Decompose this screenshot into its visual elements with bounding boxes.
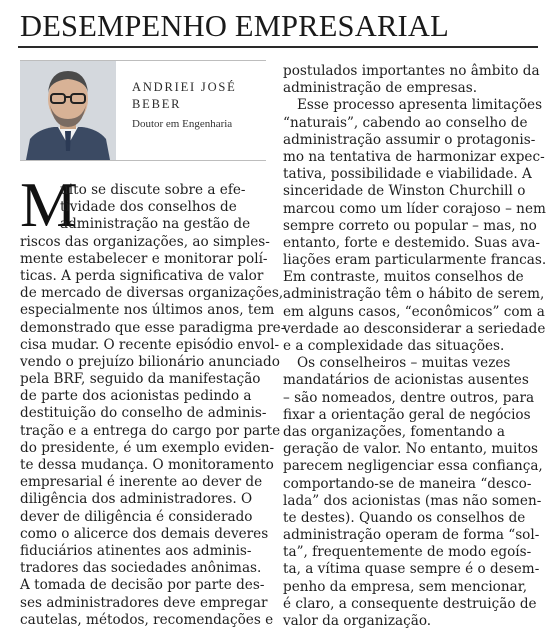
text-line: vendo o prejuízo bilionário anunciado bbox=[20, 353, 280, 370]
text-line: marcou como um líder corajoso – nem bbox=[283, 200, 546, 217]
text-line: administração têm o hábito de serem, bbox=[283, 286, 545, 303]
text-line: “naturais”, cabendo ao conselho de bbox=[283, 114, 528, 131]
text-line: mandatários de acionistas ausentes bbox=[283, 372, 529, 389]
text-line: das organizações, fomentando a bbox=[283, 423, 505, 440]
author-box bbox=[20, 60, 266, 161]
text-line: te dessa mudança. O monitoramento bbox=[20, 457, 274, 473]
text-line: ta”, frequentemente de modo egoís- bbox=[283, 544, 532, 561]
text-line: cisa mudar. O recente episódio envol- bbox=[20, 336, 280, 353]
text-line: comportando-se de maneira “desco- bbox=[283, 475, 532, 492]
text-line: geração de valor. No entanto, muitos bbox=[283, 441, 539, 458]
text-line: administração de empresas. bbox=[283, 80, 478, 97]
text-line: demonstrado que esse paradigma pre- bbox=[20, 319, 286, 336]
text-line: Esse processo apresenta limitações bbox=[297, 97, 543, 114]
text-line: pela BRF, seguido da manifestação bbox=[20, 371, 261, 388]
text-line: diligência dos administradores. O bbox=[20, 491, 253, 508]
text-line: entanto, forte e destemido. Suas ava- bbox=[283, 234, 541, 251]
text-line: te destes). Quando os conselhos de bbox=[283, 509, 526, 526]
text-line: sempre correto ou popular – mas, no bbox=[283, 217, 537, 234]
text-line: liações eram particularmente francas. bbox=[283, 252, 547, 269]
text-line: verdade ao desconsiderar a seriedade bbox=[283, 320, 546, 337]
author-title: Doutor em Engenharia bbox=[132, 118, 233, 130]
text-line: administração assumir o protagonis- bbox=[283, 131, 536, 148]
text-line: penho da empresa, sem mencionar, bbox=[283, 578, 528, 595]
author-portrait bbox=[20, 61, 116, 160]
text-line: e a complexidade das situações. bbox=[283, 338, 505, 354]
text-line: postulados importantes no âmbito da bbox=[283, 63, 540, 79]
text-line: administração na gestão de bbox=[60, 216, 251, 233]
text-line: tradores das sociedades anônimas. bbox=[20, 560, 262, 577]
text-line: tividade dos conselhos de bbox=[60, 199, 237, 216]
article-column-right bbox=[283, 63, 547, 630]
text-line: mente estabelecer e monitorar polí- bbox=[20, 250, 268, 267]
drop-cap: M bbox=[20, 169, 77, 240]
text-line: do presidente, é um exemplo eviden- bbox=[20, 439, 275, 456]
text-line: de mercado de diversas organizações, bbox=[20, 285, 284, 302]
text-line: dever de diligência é considerado bbox=[20, 508, 253, 525]
text-line: uito se discute sobre a efe- bbox=[60, 182, 246, 198]
text-line: administração operam de forma “sol- bbox=[283, 527, 540, 544]
author-name-line1: ANDRIEI JOSÉ bbox=[132, 80, 237, 94]
text-line: como o alicerce dos demais deveres bbox=[20, 525, 269, 542]
text-line: mo na tentativa de harmonizar expec- bbox=[283, 148, 545, 165]
headline: DESEMPENHO EMPRESARIAL bbox=[20, 9, 449, 43]
text-line: sinceridade de Winston Churchill o bbox=[283, 183, 526, 200]
text-line: fiduciários atinentes aos adminis- bbox=[20, 542, 252, 559]
text-line: lada” dos acionistas (mas não somen- bbox=[283, 492, 542, 509]
text-line: Os conselheiros – muitas vezes bbox=[297, 355, 511, 372]
text-line: Em contraste, muitos conselhos de bbox=[283, 269, 524, 286]
text-line: em alguns casos, “econômicos” com a bbox=[283, 303, 545, 320]
author-name bbox=[132, 79, 262, 113]
text-line: tativa, possibilidade e viabilidade. A bbox=[283, 166, 532, 183]
text-line: valor da organização. bbox=[283, 613, 432, 629]
text-line: ta, a vítima quase sempre é o desem- bbox=[283, 561, 540, 578]
text-line: cautelas, métodos, recomendações e bbox=[20, 611, 274, 628]
text-line: de parte dos acionistas pedindo a bbox=[20, 388, 252, 405]
text-line: ses administradores deve empregar bbox=[20, 594, 268, 611]
text-line: é claro, a consequente destruição de bbox=[283, 595, 537, 612]
text-line: tração e a entrega do cargo por parte bbox=[20, 422, 281, 439]
text-line: fixar a orientação geral de negócios bbox=[283, 406, 531, 423]
author-name-line2: BEBER bbox=[132, 97, 182, 111]
text-line: riscos das organizações, ao simples- bbox=[20, 233, 270, 250]
text-line: parecem negligenciar essa confiança, bbox=[283, 458, 543, 475]
text-line: A tomada de decisão por parte des- bbox=[20, 577, 265, 594]
text-line: destituição do conselho de adminis- bbox=[20, 405, 267, 422]
headline-rule bbox=[18, 46, 538, 48]
text-line: ticas. A perda significativa de valor bbox=[20, 267, 264, 284]
text-line: – são nomeados, dentre outros, para bbox=[283, 389, 535, 406]
author-photo-illustration bbox=[20, 61, 116, 160]
text-line: empresarial é inerente ao dever de bbox=[20, 474, 263, 491]
article-column-left bbox=[20, 182, 286, 629]
text-line: especialmente nos últimos anos, tem bbox=[20, 302, 275, 319]
